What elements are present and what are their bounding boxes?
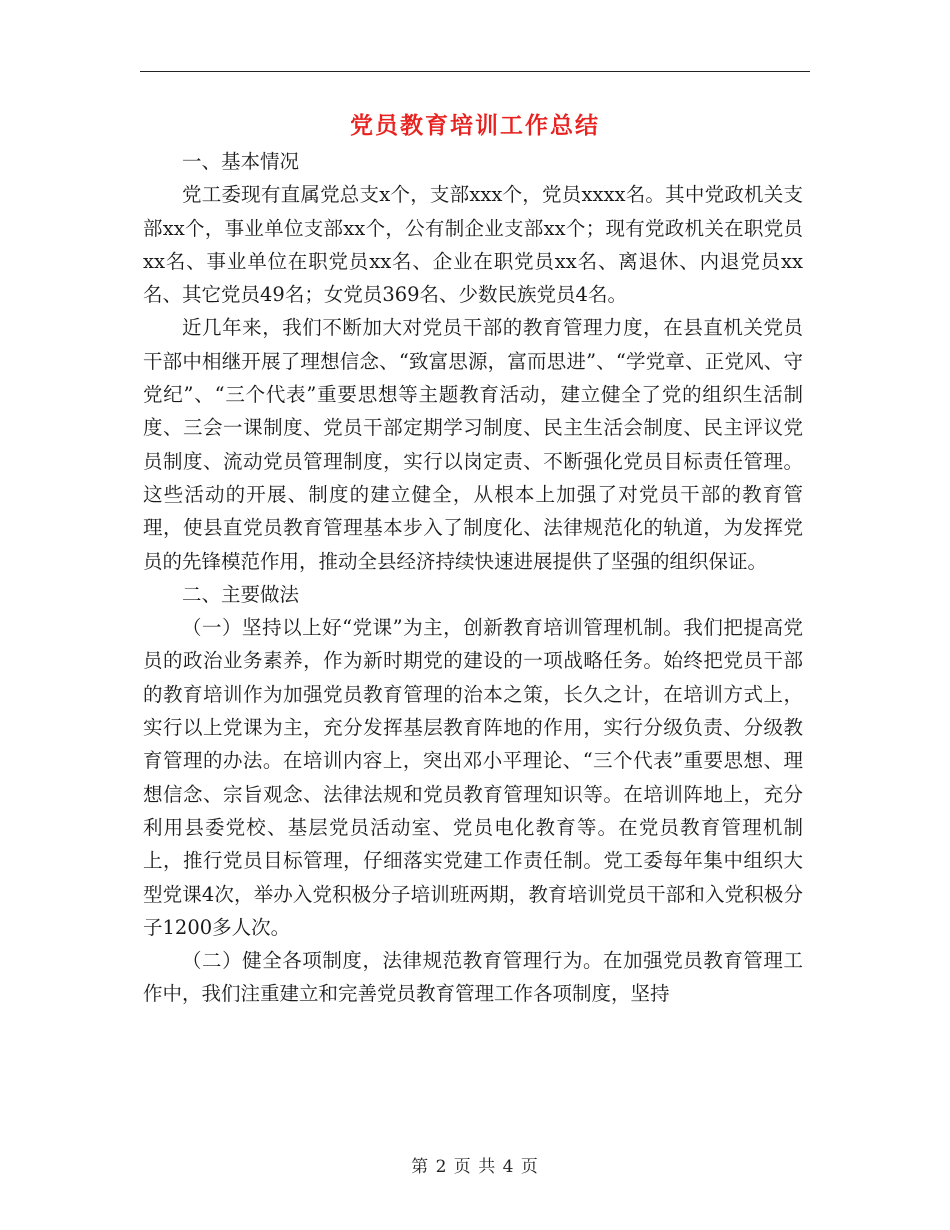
paragraph: 近几年来，我们不断加大对党员干部的教育管理力度，在县直机关党员干部中相继开展了理想信念、“致富思源，富而思进”、“学党章、正党风、守党纪”、“三个代表”重要思想等主题教育活动，建立健全了党的组织生活制度、三会一课制度、党员干部定期学习制度、民主生活会制度、民主评议党员制度、流动党员管理制度，实行以岗定责、不断强化党员目标责任管理。这些活动的开展、制度的建立健全，从根本上加强了对党员干部的教育管理，使县直党员教育管理基本步入了制度化、法律规范化的轨道，为发挥党员的先锋模范作用，推动全县经济持续快速进展提供了坚强的组织保证。 bbox=[143, 316, 803, 573]
section-heading-basic: 一、基本情况 bbox=[182, 150, 300, 173]
page-footer: 第 2 页 共 4 页 bbox=[411, 1157, 539, 1177]
paragraph: （一）坚持以上好“党课”为主，创新教育培训管理机制。我们把提高党员的政治业务素养，作为新时期党的建设的一项战略任务。始终把党员干部的教育培训作为加强党员教育管理的治本之策，长久之计，在培训方式上，实行以上党课为主，充分发挥基层教育阵地的作用，实行分级负责、分级教育管理的办法。在培训内容上，突出邓小平理论、“三个代表”重要思想、理想信念、宗旨观念、法律法规和党员教育管理知识等。在培训阵地上，充分利用县委党校、基层党员活动室、党员电化教育等。在党员教育管理机制上，推行党员目标管理，仔细落实党建工作责任制。党工委每年集中组织大型党课4次，举办入党积极分子培训班两期，教育培训党员干部和入党积极分子1200多人次。 bbox=[143, 616, 803, 939]
section-heading-practices: 二、主要做法 bbox=[182, 582, 300, 606]
header-rule bbox=[140, 71, 810, 72]
paragraph: （二）健全各项制度，法律规范教育管理行为。在加强党员教育管理工作中，我们注重建立和完善党员教育管理工作各项制度，坚持 bbox=[143, 949, 803, 1006]
page-title: 党员教育培训工作总结 bbox=[350, 112, 600, 139]
paragraph: 党工委现有直属党总支x个，支部xxx个，党员xxxx名。其中党政机关支部xx个，事业单位支部xx个，公有制企业支部xx个；现有党政机关在职党员xx名、事业单位在职党员xx名、企业在职党员xx名、离退休、内退党员xx名、其它党员49名；女党员369名、少数民族党员4名。 bbox=[143, 183, 803, 307]
document-body bbox=[143, 145, 803, 1011]
